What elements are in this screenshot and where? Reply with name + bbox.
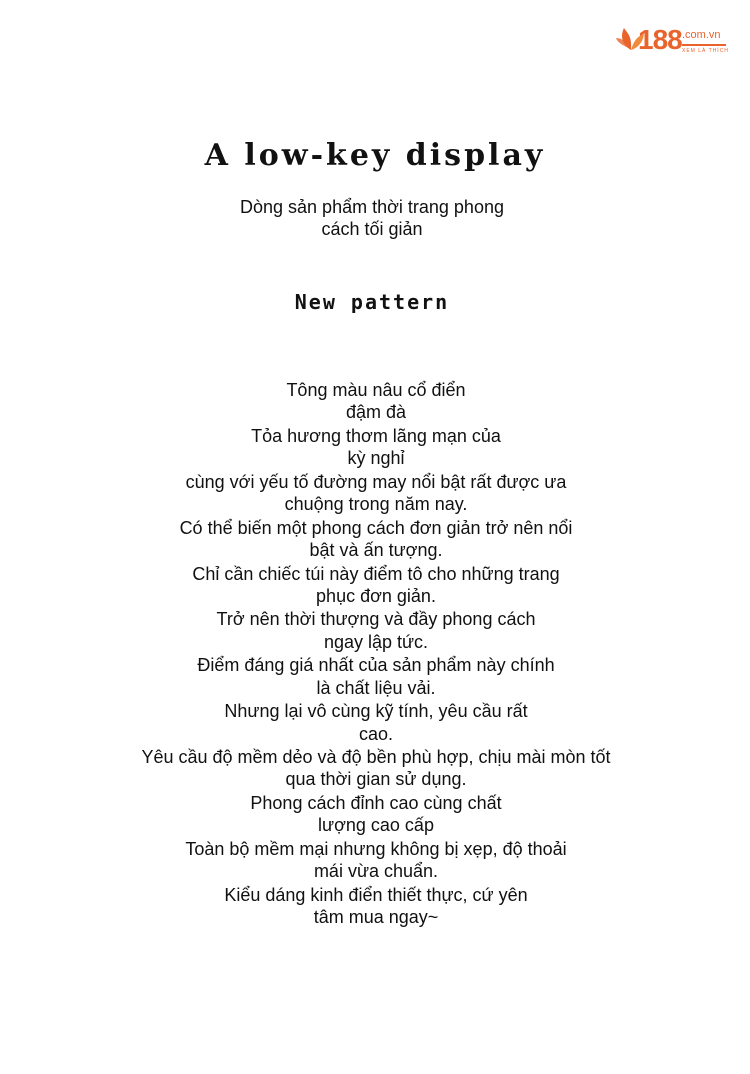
logo-number: 188 xyxy=(638,24,682,55)
body-line: Điểm đáng giá nhất của sản phẩm này chính xyxy=(197,655,555,676)
body-line: là chất liệu vải. xyxy=(316,677,436,698)
body-line: Toàn bộ mềm mại nhưng không bị xẹp, độ thoải xyxy=(185,838,567,859)
body-line: đậm đà xyxy=(345,402,407,423)
subtitle-line: cách tối giản xyxy=(321,219,423,239)
body-line: bật và ấn tượng. xyxy=(309,539,443,560)
body-line: Có thể biến một phong cách đơn giản trở nên nổi xyxy=(179,517,573,538)
body-line: tâm mua ngay~ xyxy=(313,907,439,928)
section-heading: New pattern xyxy=(294,290,450,314)
body-line: Nhưng lại vô cùng kỹ tính, yêu cầu rất xyxy=(224,701,528,722)
body-line: phục đơn giản. xyxy=(316,585,436,606)
logo-tagline: XEM LÀ THÍCH xyxy=(682,48,729,54)
description-text xyxy=(0,379,750,928)
logo-domain: .com.vn xyxy=(682,29,721,41)
body-line: Yêu cầu độ mềm dẻo và độ bền phù hợp, chịu mài mòn tốt xyxy=(141,747,611,768)
body-line: chuộng trong năm nay. xyxy=(284,494,468,515)
body-line: Trở nên thời thượng và đầy phong cách xyxy=(216,609,536,630)
brand-logo[interactable] xyxy=(616,22,732,70)
body-line: Kiểu dáng kinh điển thiết thực, cứ yên xyxy=(224,884,528,905)
body-line: cao. xyxy=(358,723,394,744)
body-line: qua thời gian sử dụng. xyxy=(285,769,467,790)
subtitle-line: Dòng sản phẩm thời trang phong xyxy=(240,197,504,217)
page-subtitle xyxy=(0,196,744,240)
body-line: lượng cao cấp xyxy=(318,815,434,836)
body-line: ngay lập tức. xyxy=(323,631,429,652)
body-line: kỳ nghỉ xyxy=(347,448,405,469)
body-line: cùng với yếu tố đường may nổi bật rất được ưa xyxy=(185,471,567,492)
logo-underline xyxy=(682,44,726,46)
body-line: Phong cách đỉnh cao cùng chất xyxy=(250,793,502,814)
page-title: A low-key display xyxy=(204,138,546,173)
body-line: Chỉ cần chiếc túi này điểm tô cho những trang xyxy=(192,563,560,584)
body-line: Tỏa hương thơm lãng mạn của xyxy=(251,425,501,446)
body-line: Tông màu nâu cổ điển xyxy=(286,380,466,400)
body-line: mái vừa chuẩn. xyxy=(313,861,439,882)
